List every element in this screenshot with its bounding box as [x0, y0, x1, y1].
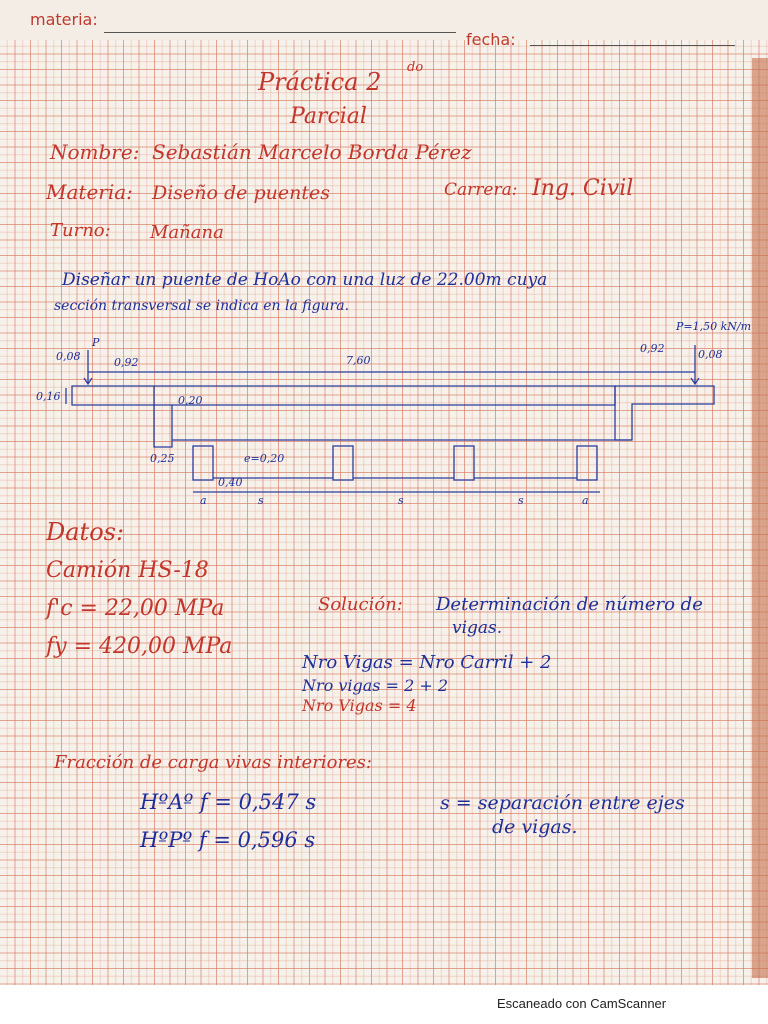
beam-1 [193, 446, 213, 480]
label-760: 7,60 [346, 354, 371, 367]
datos-fy: fy = 420,00 MPa [46, 634, 233, 659]
label-016: 0,16 [36, 390, 61, 403]
label-092-left: 0,92 [114, 356, 139, 369]
label-e: e=0,20 [244, 452, 285, 465]
label-a-left: a [200, 494, 207, 507]
beam-3 [454, 446, 474, 480]
datos-fc: f'c = 22,00 MPa [46, 596, 225, 621]
title-line2: Parcial [290, 104, 367, 129]
solucion-eq3: Nro Vigas = 4 [302, 696, 417, 715]
label-load-right: P=1,50 kN/m [676, 320, 752, 333]
label-a-right: a [582, 494, 589, 507]
label-020: 0,20 [178, 394, 203, 407]
solucion-text1: Determinación de número de [436, 594, 703, 615]
nombre-value: Sebastián Marcelo Borda Pérez [152, 140, 472, 164]
right-slab-outline [615, 386, 714, 440]
datos-title: Datos: [46, 518, 125, 546]
deck-outline [154, 386, 615, 405]
title-superscript: do [407, 60, 424, 75]
problem-line2: sección transversal se indica en la figura. [54, 298, 350, 314]
left-slab-outline [72, 386, 172, 447]
materia-info-label: Materia: [46, 180, 133, 204]
problem-line1: Diseñar un puente de HoAo con una luz de 22.00m cuya [62, 270, 548, 290]
beam-4 [577, 446, 597, 480]
label-008-left: 0,08 [56, 350, 81, 363]
solucion-label: Solución: [318, 594, 403, 615]
datos-camion: Camión HS-18 [46, 558, 209, 583]
load-left-arrow [84, 350, 92, 384]
label-s1: s [258, 494, 264, 507]
label-025: 0,25 [150, 452, 175, 465]
beam-2 [333, 446, 353, 480]
fraccion-hp: HºPº f = 0,596 s [140, 828, 316, 852]
turno-label: Turno: [50, 220, 111, 241]
materia-info-value: Diseño de puentes [152, 182, 330, 204]
fecha-label: fecha: [466, 30, 516, 49]
title-line1: Práctica 2 [258, 68, 382, 96]
turno-value: Mañana [150, 222, 224, 243]
fraccion-title: Fracción de carga vivas interiores: [54, 752, 372, 773]
label-P: P [92, 336, 100, 349]
label-040: 0,40 [218, 476, 243, 489]
nombre-label: Nombre: [50, 140, 140, 164]
fraccion-ha: HºAº f = 0,547 s [140, 790, 317, 814]
label-092-right: 0,92 [640, 342, 665, 355]
label-s2: s [398, 494, 404, 507]
label-s3: s [518, 494, 524, 507]
solucion-eq1: Nro Vigas = Nro Carril + 2 [302, 652, 552, 673]
materia-label: materia: [30, 10, 98, 29]
camscanner-footer: Escaneado con CamScanner [497, 996, 667, 1011]
fraccion-s-def1: s = separación entre ejes [440, 792, 685, 814]
solucion-eq2: Nro vigas = 2 + 2 [302, 676, 449, 695]
carrera-value: Ing. Civil [532, 176, 634, 201]
fraccion-s-def2: de vigas. [492, 816, 578, 838]
carrera-label: Carrera: [444, 180, 518, 200]
solucion-text2: vigas. [452, 618, 503, 638]
label-008-right: 0,08 [698, 348, 723, 361]
